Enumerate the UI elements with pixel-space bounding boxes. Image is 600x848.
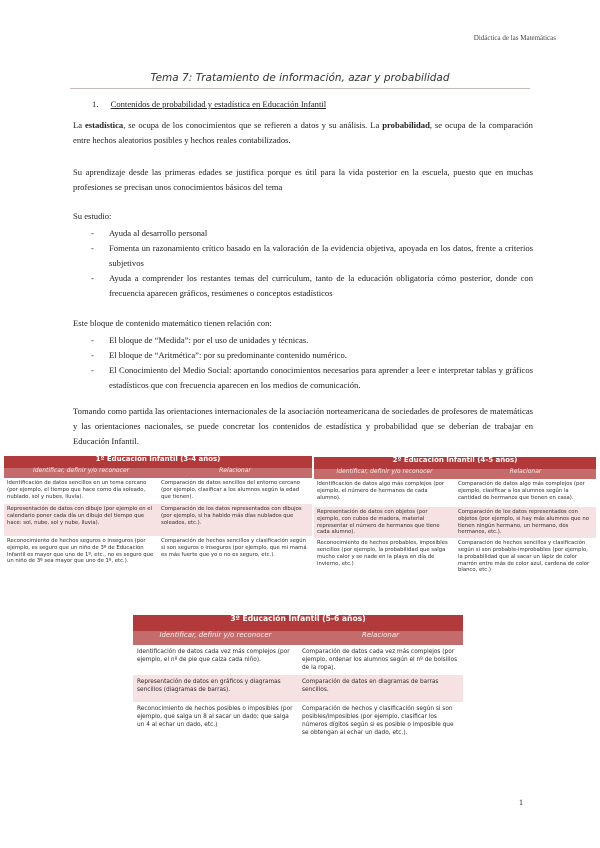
table-cell: Reconocimiento de hechos seguros o inseguros (por ejemplo, es seguro que un niño de 3º de Educación Infantil es mayor que uno de 1º, etc., no es seguro que un niño de 3º sea mayor que uno de 1º, etc.). [4,536,158,570]
table-cell: Comparación de los datos representados con dibujos (por ejemplo, si ha habido más días nublados que soleados, etc.). [158,504,312,536]
column-header: Relacionar [298,631,463,645]
table-cell: Comparación de datos cada vez más complejos (por ejemplo, ordenar los alumnos según el nº de bolsillos de la ropa). [298,645,463,675]
list-item: - Ayuda al desarrollo personal [73,226,533,241]
table-band-title: 1º Educación Infantil (3-4 años) [4,456,312,468]
table-row [133,702,463,741]
table-row [314,479,596,507]
list-item: - Fomenta un razonamiento crítico basado en la valoración de la evidencia objetiva, apoyada en los datos, frente a criterios subjetivos [73,241,533,271]
table-cell: Comparación de datos sencillos del entorno cercano (por ejemplo, clasificar a los alumnos según la edad que tienen). [158,478,312,504]
list-item: - El bloque de “Aritmética”: por su predominante contenido numérico. [73,348,533,363]
running-header: Didáctica de las Matemáticas [473,34,556,42]
column-header: Identificar, definir y/o reconocer [133,631,298,645]
paragraph-justification: Su aprendizaje desde las primeras edades se justifica porque es útil para la vida posterior en la escuela, puesto que en muchas profesiones se precisan unos conocimientos básicos del tema [73,167,533,192]
column-header: Identificar, definir y/o reconocer [4,468,158,478]
table-cell: Identificación de datos algo más complejos (por ejemplo, el número de hermanos de cada alumno). [314,479,455,507]
table-row [133,675,463,702]
table-cell: Reconocimiento de hechos posibles o imposibles (por ejemplo, que salga un 8 al sacar un dado; que salga un 4 al echar un dado, etc.) [133,702,298,741]
table-second-year [314,457,596,576]
list-item: - El bloque de “Medida”: por el uso de unidades y técnicas. [73,333,533,348]
table-row [314,507,596,538]
table-cell: Reconocimiento de hechos probables, imposibles sencillos (por ejemplo, la probabilidad que salga mucho calor y se nade en la playa en día de invierno, etc.) [314,538,455,576]
section-heading-text: Contenidos de probabilidad y estadística en Educación Infantil [110,99,327,109]
table-row [314,538,596,576]
relations-list [73,333,533,393]
page-title: Tema 7: Tratamiento de información, azar y probabilidad [150,72,450,84]
table-cell: Representación de datos en gráficos y diagramas sencillos (diagramas de barras). [133,675,298,702]
paragraph-definitions: La estadística, se ocupa de los conocimientos que se refieren a datos y su análisis. La probabilidad, se ocupa de la comparación entre hechos aleatorios posibles y hechos reales contabilizados. [73,120,533,145]
paragraph-relations [73,316,533,393]
table-cell: Identificación de datos cada vez más complejos (por ejemplo, el nº de pie que calza cada niño). [133,645,298,675]
table-cell: Comparación de hechos sencillos y clasificación según si son seguros o inseguros (por ejemplo, que mi mamá es más fuerte que yo o no es seguro, etc.). [158,536,312,570]
table-band-title: 2º Educación Infantil (4-5 años) [314,457,596,469]
table-cell: Identificación de datos sencillos en un tema cercano (por ejemplo, el tiempo que hace como día soleado, nublado, sol y nubes, lluvia). [4,478,158,504]
paragraph-study [73,209,533,301]
title-divider [70,88,530,89]
study-list [73,226,533,301]
table-cell: Comparación de hechos y clasificación según si son posibles/imposibles (por ejemplo, clasificar los números dígitos según si es posible o imposible que se obtengan al echar un dado, etc.). [298,702,463,741]
table-row [4,504,312,536]
table-row [133,645,463,675]
table-cell: Comparación de los datos representados con objetos (por ejemplo, si hay más alumnos que no tienen ningún hermano, un hermano, dos hermanos, etc.). [455,507,596,538]
table-band-title: 3º Educación Infantil (5-6 años) [133,615,463,631]
term-probabilidad: probabilidad [382,120,430,130]
column-header: Identificar, definir y/o reconocer [314,469,455,479]
table-cell: Comparación de datos en diagramas de barras sencillos. [298,675,463,702]
table-cell: Representación de datos con objetos (por ejemplo, con cubos de madera, material representar el número de hermanos que tiene cada alumno). [314,507,455,538]
term-estadistica: estadística [84,120,124,130]
section-heading [92,99,326,109]
list-item: - El Conocimiento del Medio Social: aportando conocimientos necesarios para aprender a leer e interpretar tablas y gráficos estadísticos que con frecuencia aparecen en los medios de comunicación. [73,363,533,393]
table-cell: Representación de datos con dibujo (por ejemplo en el calendario poner cada día un dibujo del tiempo que hace: sol, nube, sol y nube, lluvia). [4,504,158,536]
column-header: Relacionar [158,468,312,478]
paragraph-orientations: Tomando como partida las orientaciones internacionales de la asociación norteamericana de sociedades de profesores de matemáticas y las orientaciones nacionales, se puede concretar los contenidos de estadística y probabilidad que se deberían de trabajar en Educación Infantil. [73,406,533,446]
table-cell: Comparación de hechos sencillos y clasificación según si son probable-improbables (por ejemplo, la probabilidad que al sacar un lápiz de color marrón entre más de color azul, cardena de color blanco, etc.) [455,538,596,576]
table-cell: Comparación de datos algo más complejos (por ejemplo, clasificar a los alumnos según la cantidad de hermanos que tienen en casa). [455,479,596,507]
table-row [4,478,312,504]
table-row [4,536,312,570]
column-header: Relacionar [455,469,596,479]
study-intro: Su estudio: [73,211,112,221]
section-number: 1. [92,99,99,109]
page-number: 1 [519,798,523,807]
relations-intro: Este bloque de contenido matemático tienen relación con: [73,318,272,328]
table-first-year [4,456,312,570]
list-item: - Ayuda a comprender los restantes temas del currículum, tanto de la educación obligatoria cómo posterior, donde con frecuencia aparecen gráficos, resúmenes o conceptos estadísticos [73,271,533,301]
table-third-year [133,615,463,741]
